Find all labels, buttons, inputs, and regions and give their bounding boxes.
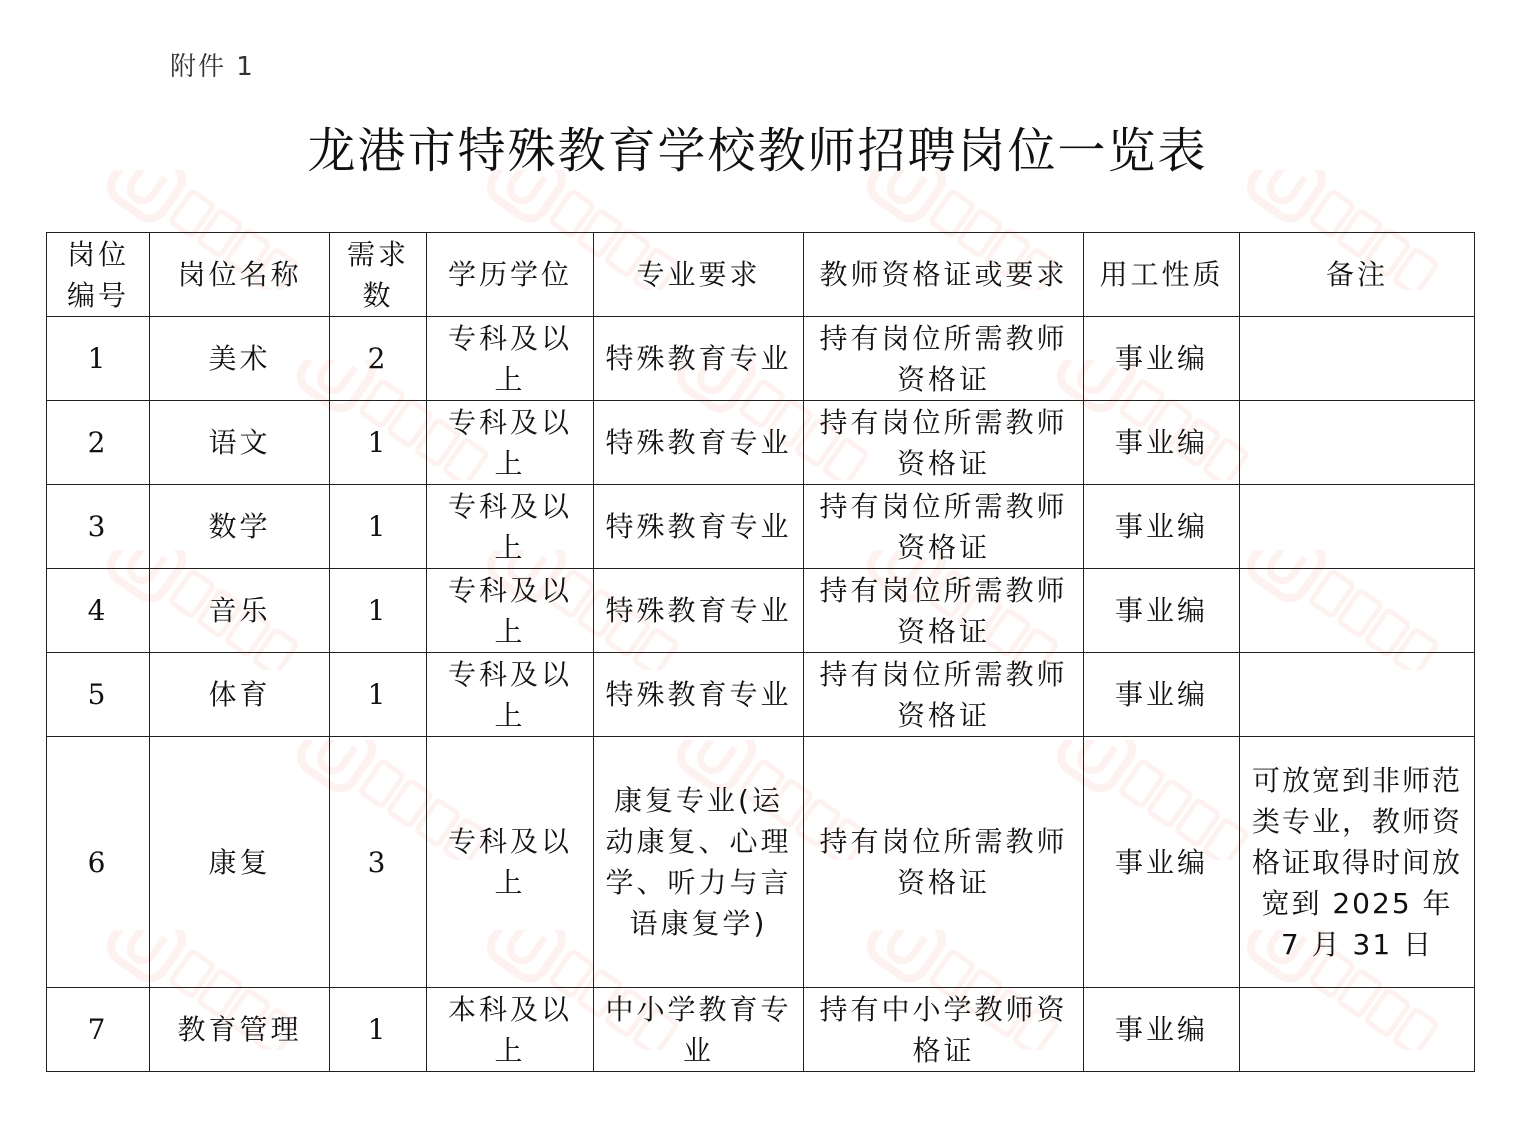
cell-employment-type: 事业编 — [1084, 317, 1240, 401]
cell-note — [1240, 401, 1475, 485]
cell-education: 专科及以上 — [427, 653, 594, 737]
table-row — [47, 401, 1475, 485]
cell-count: 1 — [330, 485, 427, 569]
cell-note — [1240, 988, 1475, 1072]
cell-note — [1240, 317, 1475, 401]
cell-job-id: 2 — [47, 401, 150, 485]
cell-major: 特殊教育专业 — [594, 401, 804, 485]
cell-count: 1 — [330, 988, 427, 1072]
cell-employment-type: 事业编 — [1084, 401, 1240, 485]
cell-employment-type: 事业编 — [1084, 653, 1240, 737]
cell-job-id: 1 — [47, 317, 150, 401]
table-row — [47, 653, 1475, 737]
cell-education: 专科及以上 — [427, 737, 594, 988]
cell-employment-type: 事业编 — [1084, 569, 1240, 653]
cell-education: 专科及以上 — [427, 317, 594, 401]
cell-job-id: 5 — [47, 653, 150, 737]
header-employment-type: 用工性质 — [1084, 233, 1240, 317]
cell-job-id: 7 — [47, 988, 150, 1072]
cell-certificate: 持有岗位所需教师资格证 — [804, 653, 1084, 737]
attachment-label: 附件 1 — [170, 52, 255, 82]
header-job-id: 岗位编号 — [47, 233, 150, 317]
table-header-row — [47, 233, 1475, 317]
cell-job-name: 音乐 — [150, 569, 330, 653]
table-row — [47, 988, 1475, 1072]
cell-employment-type: 事业编 — [1084, 988, 1240, 1072]
header-count: 需求数 — [330, 233, 427, 317]
cell-job-name: 数学 — [150, 485, 330, 569]
cell-major: 特殊教育专业 — [594, 485, 804, 569]
cell-major: 特殊教育专业 — [594, 653, 804, 737]
cell-certificate: 持有岗位所需教师资格证 — [804, 569, 1084, 653]
cell-note — [1240, 653, 1475, 737]
cell-education: 专科及以上 — [427, 485, 594, 569]
cell-major: 康复专业(运动康复、心理学、听力与言语康复学) — [594, 737, 804, 988]
cell-count: 2 — [330, 317, 427, 401]
recruitment-table — [46, 232, 1475, 1072]
cell-job-name: 体育 — [150, 653, 330, 737]
cell-employment-type: 事业编 — [1084, 485, 1240, 569]
cell-major: 特殊教育专业 — [594, 317, 804, 401]
cell-job-name: 语文 — [150, 401, 330, 485]
cell-job-name: 美术 — [150, 317, 330, 401]
cell-certificate: 持有岗位所需教师资格证 — [804, 485, 1084, 569]
cell-employment-type: 事业编 — [1084, 737, 1240, 988]
cell-certificate: 持有岗位所需教师资格证 — [804, 737, 1084, 988]
table-row — [47, 569, 1475, 653]
cell-count: 3 — [330, 737, 427, 988]
cell-certificate: 持有岗位所需教师资格证 — [804, 401, 1084, 485]
cell-count: 1 — [330, 569, 427, 653]
cell-job-id: 6 — [47, 737, 150, 988]
cell-major: 特殊教育专业 — [594, 569, 804, 653]
cell-certificate: 持有中小学教师资格证 — [804, 988, 1084, 1072]
cell-note — [1240, 569, 1475, 653]
header-note: 备注 — [1240, 233, 1475, 317]
cell-job-id: 4 — [47, 569, 150, 653]
table-row — [47, 485, 1475, 569]
cell-job-name: 康复 — [150, 737, 330, 988]
cell-certificate: 持有岗位所需教师资格证 — [804, 317, 1084, 401]
header-major: 专业要求 — [594, 233, 804, 317]
cell-job-id: 3 — [47, 485, 150, 569]
cell-note: 可放宽到非师范类专业，教师资格证取得时间放宽到 2025 年 7 月 31 日 — [1240, 737, 1475, 988]
cell-major: 中小学教育专业 — [594, 988, 804, 1072]
page-title: 龙港市特殊教育学校教师招聘岗位一览表 — [307, 123, 1208, 179]
cell-job-name: 教育管理 — [150, 988, 330, 1072]
table-row — [47, 317, 1475, 401]
cell-count: 1 — [330, 401, 427, 485]
cell-education: 专科及以上 — [427, 401, 594, 485]
header-certificate: 教师资格证或要求 — [804, 233, 1084, 317]
header-job-name: 岗位名称 — [150, 233, 330, 317]
cell-count: 1 — [330, 653, 427, 737]
cell-education: 本科及以上 — [427, 988, 594, 1072]
cell-note — [1240, 485, 1475, 569]
cell-education: 专科及以上 — [427, 569, 594, 653]
table-row — [47, 737, 1475, 988]
header-education: 学历学位 — [427, 233, 594, 317]
